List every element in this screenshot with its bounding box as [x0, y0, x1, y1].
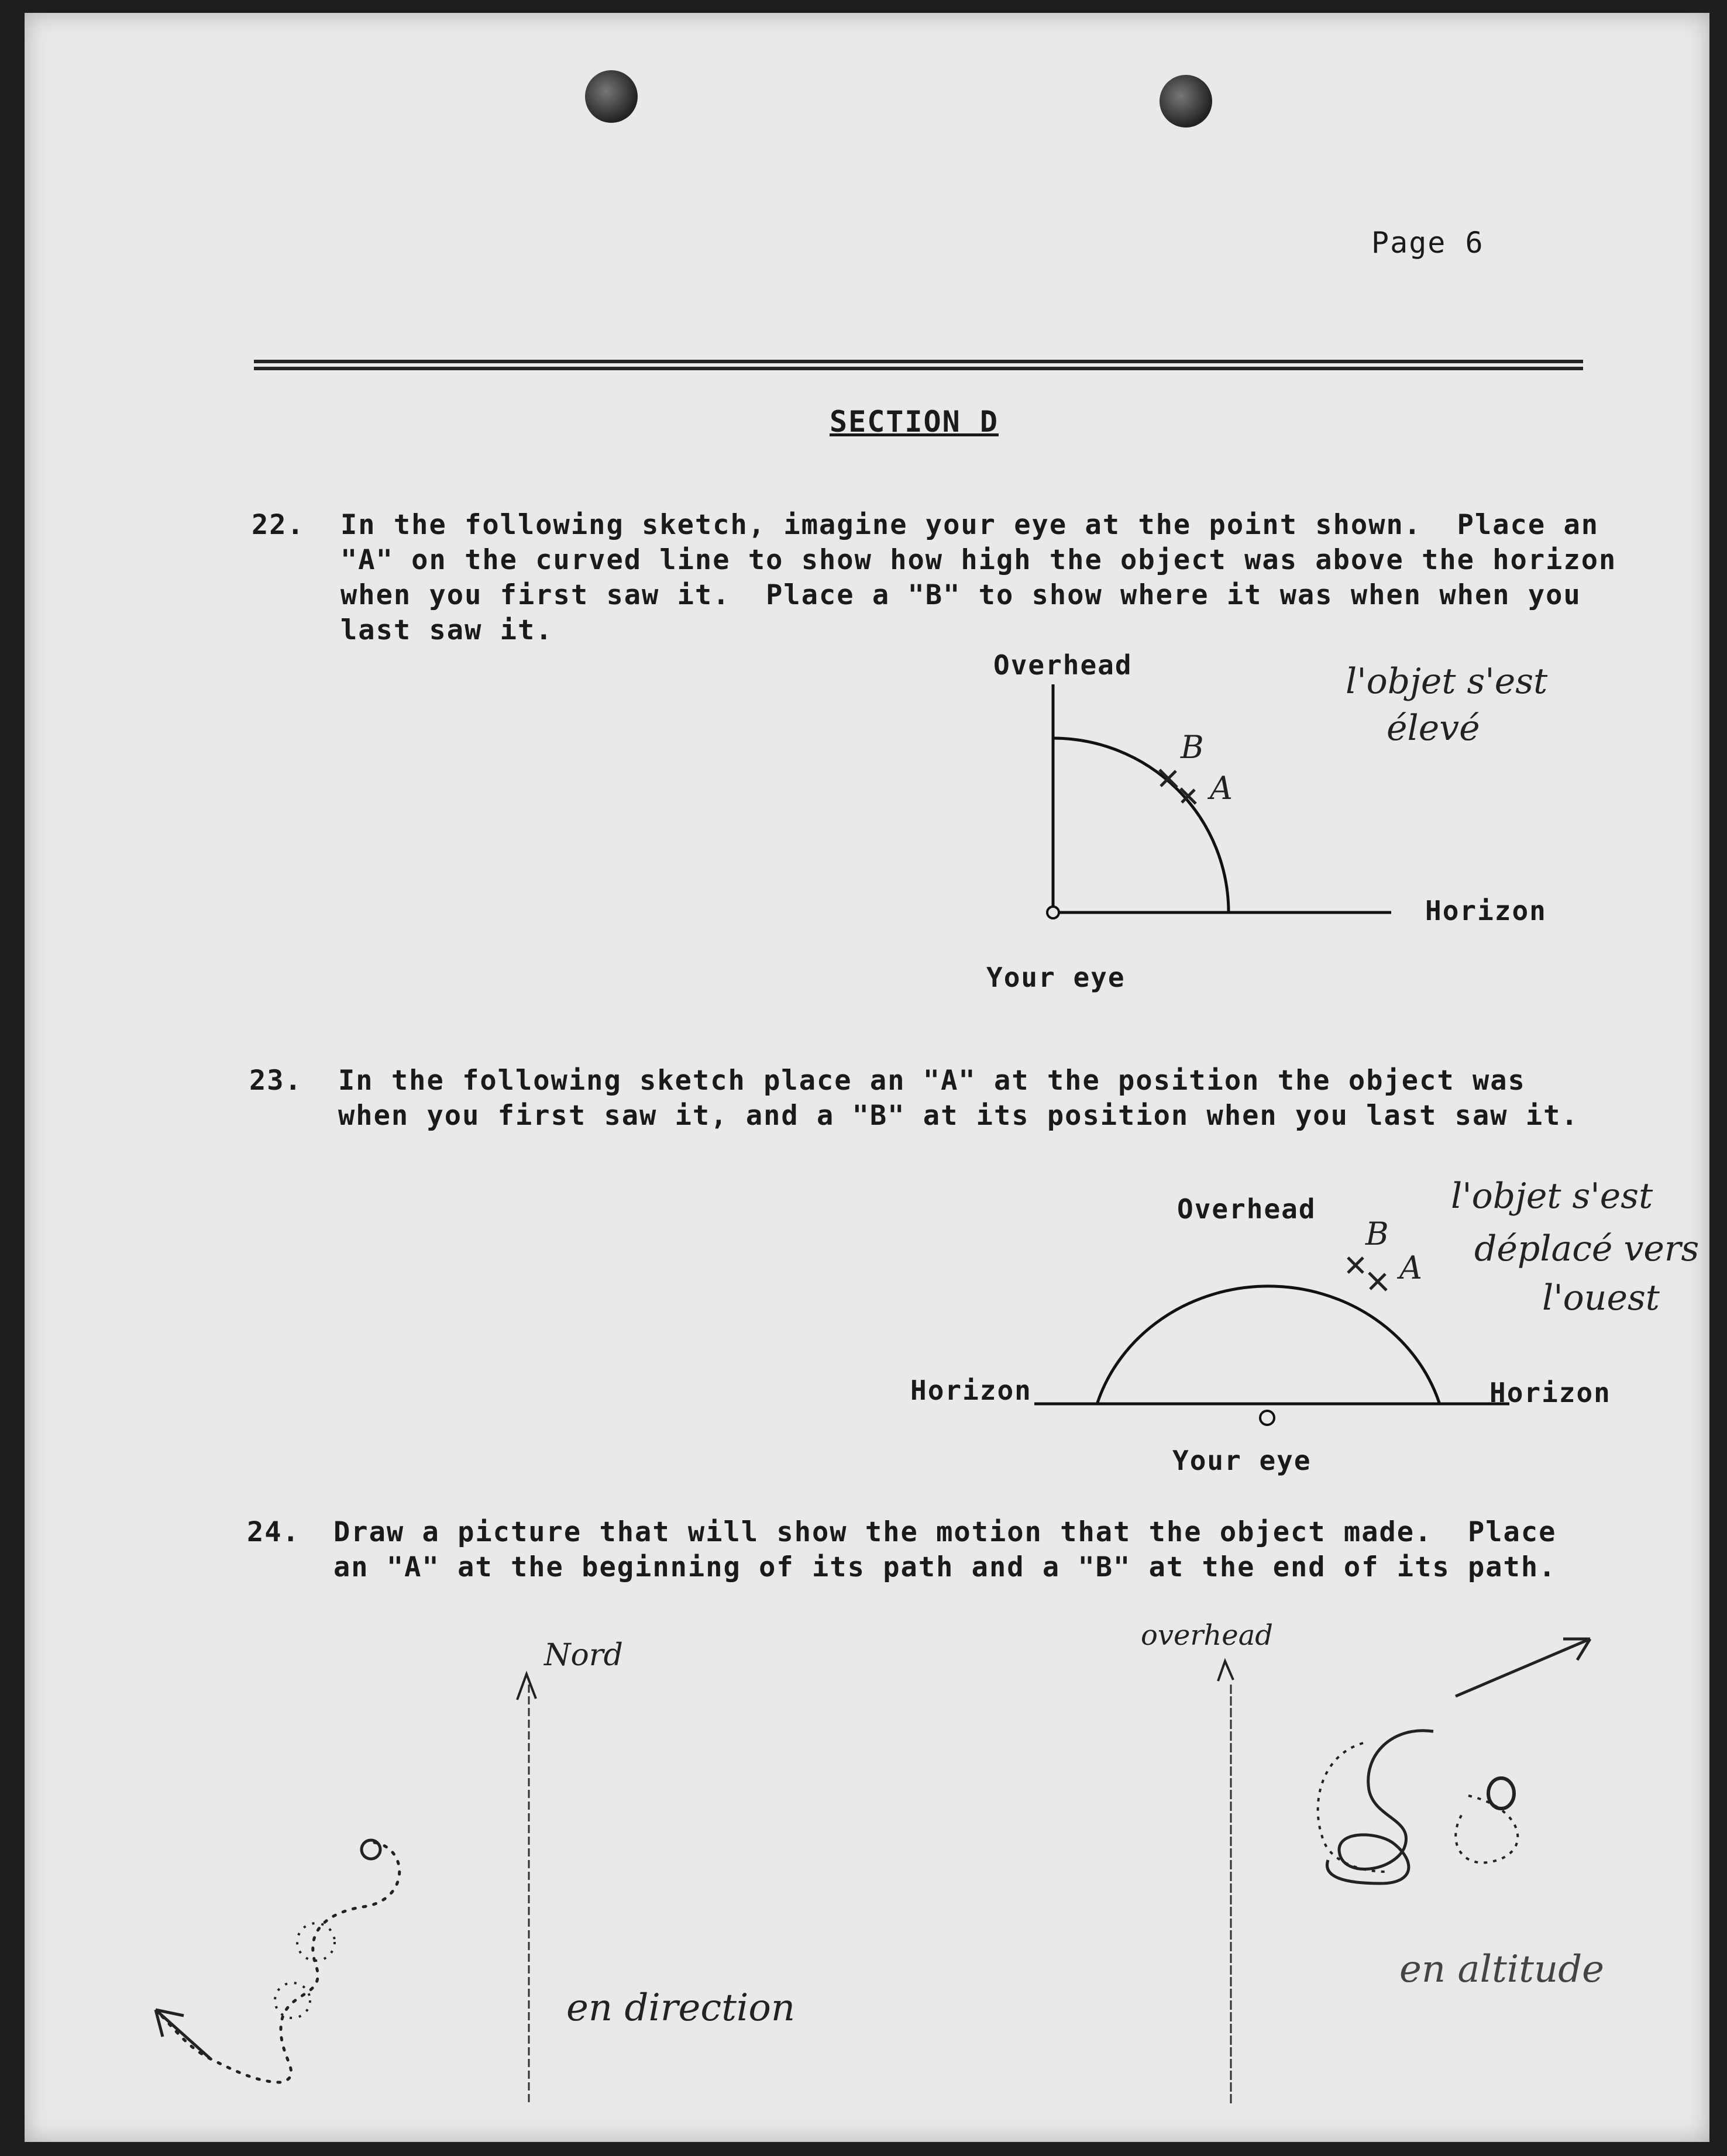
left-motion-path	[158, 1842, 400, 2082]
q23-handwritten-b: B	[1365, 1215, 1389, 1252]
right-direction-arrow	[1456, 1639, 1590, 1696]
section-title: SECTION D	[830, 405, 999, 439]
q23-eye-label: Your eye	[1172, 1445, 1312, 1476]
right-dotted-loop	[1318, 1743, 1387, 1872]
q23-overhead-label: Overhead	[1177, 1193, 1316, 1225]
q24-hand-altitude: en altitude	[1399, 1948, 1605, 1991]
q23-handwritten-note-3: l'ouest	[1542, 1277, 1660, 1318]
q23-horizon-right-label: Horizon	[1489, 1377, 1611, 1408]
page-number: Page 6	[1371, 226, 1484, 260]
q22-line-2: "A" on the curved line to show how high the object was above the horizon	[340, 544, 1617, 576]
left-path-loop-2	[275, 1983, 310, 2018]
q22-line-3: when you first saw it. Place a "B" to show where it was when when you	[340, 579, 1581, 611]
q22-line-1: In the following sketch, imagine your eye at the point shown. Place an	[340, 509, 1599, 541]
q24-hand-north: Nord	[544, 1638, 623, 1673]
q22-handwritten-note-2: élevé	[1387, 708, 1480, 749]
q22-line-4: last saw it.	[340, 614, 553, 646]
q23-handwritten-note-2: déplacé vers	[1474, 1228, 1700, 1269]
q23-number: 23.	[249, 1065, 302, 1097]
q23-handwritten-note-1: l'objet s'est	[1451, 1176, 1653, 1217]
right-end-circle	[1488, 1778, 1514, 1809]
q22-horizon-label: Horizon	[1425, 895, 1547, 927]
q23-line-1: In the following sketch place an "A" at the position the object was	[338, 1065, 1526, 1097]
right-motion-path	[1327, 1731, 1433, 1883]
left-direction-arrow	[156, 2010, 211, 2059]
q24-hand-direction: en direction	[566, 1986, 796, 2030]
left-path-loop-1	[297, 1923, 335, 1961]
q22-overhead-label: Overhead	[993, 649, 1133, 681]
north-arrow-head	[517, 1674, 536, 1700]
q24-hand-overhead: overhead	[1141, 1619, 1274, 1652]
q22-handwritten-b: B	[1181, 729, 1204, 766]
q22-eye-label: Your eye	[986, 962, 1126, 993]
q23-line-2: when you first saw it, and a "B" at its position when you last saw it.	[338, 1100, 1579, 1132]
q22-handwritten-a: A	[1210, 770, 1233, 807]
q24-number: 24.	[247, 1516, 300, 1548]
q22-number: 22.	[252, 509, 305, 541]
q24-line-2: an "A" at the beginning of its path and a "B" at the end of its path.	[333, 1551, 1557, 1583]
q23-handwritten-a: A	[1399, 1249, 1422, 1286]
overhead-arrow-head	[1218, 1661, 1233, 1681]
left-start-circle	[362, 1840, 380, 1859]
q23-horizon-left-label: Horizon	[910, 1375, 1032, 1406]
q24-line-1: Draw a picture that will show the motion that the object made. Place	[333, 1516, 1557, 1548]
q22-handwritten-note-1: l'objet s'est	[1346, 661, 1548, 702]
